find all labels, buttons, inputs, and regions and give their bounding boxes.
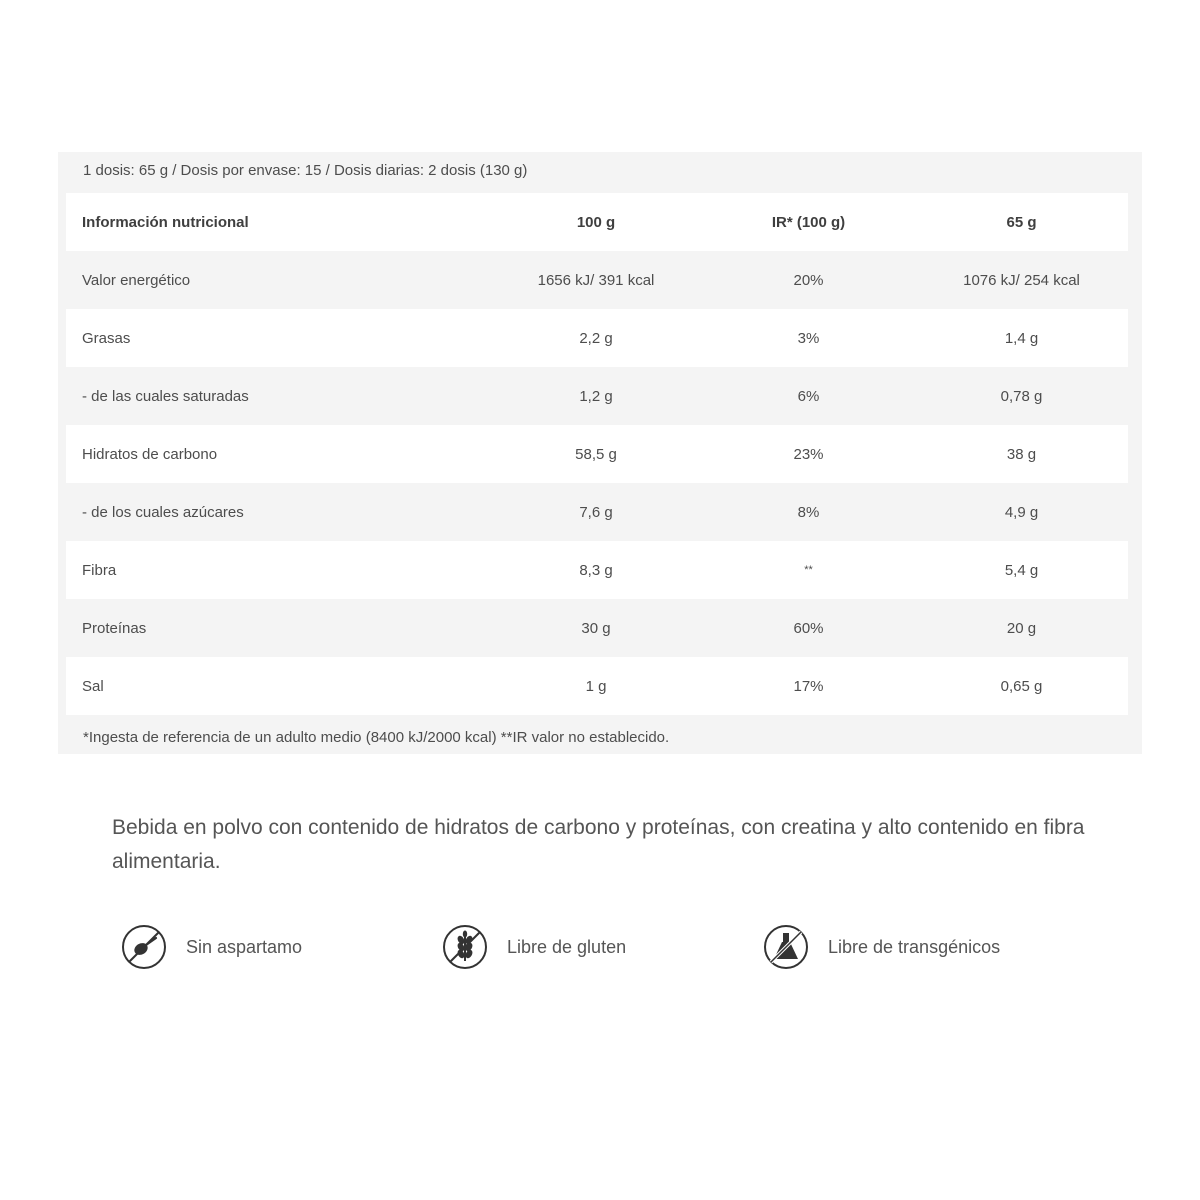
serving-info: 1 dosis: 65 g / Dosis por envase: 15 / Dosis diarias: 2 dosis (130 g) <box>83 162 528 179</box>
header-per-100g: 100 g <box>576 213 616 231</box>
value-reference-intake: 60% <box>793 619 824 637</box>
table-row <box>66 251 1128 309</box>
badge-label: Sin aspartamo <box>186 936 303 957</box>
value-per-65g: 20 g <box>1006 619 1037 637</box>
table-row <box>66 425 1128 483</box>
value-per-100g: 1,2 g <box>579 387 613 405</box>
nutrient-name: - de los cuales azúcares <box>82 503 244 521</box>
value-per-65g: 0,65 g <box>1000 677 1043 695</box>
nutrient-name: Grasas <box>82 329 131 347</box>
nutrient-name: - de las cuales saturadas <box>82 387 249 405</box>
gmo-free-icon <box>763 924 809 970</box>
nutrient-name: Sal <box>82 677 104 695</box>
header-reference-intake: IR* (100 g) <box>771 213 846 231</box>
value-per-65g: 1076 kJ/ 254 kcal <box>963 271 1080 289</box>
value-per-100g: 1656 kJ/ 391 kcal <box>537 271 655 289</box>
badge-no-aspartame <box>121 922 302 972</box>
value-per-65g: 5,4 g <box>1004 561 1039 579</box>
value-per-65g: 1,4 g <box>1004 329 1039 347</box>
table-row <box>66 309 1128 367</box>
table-row <box>66 599 1128 657</box>
value-per-100g: 58,5 g <box>575 445 617 463</box>
nutrition-panel <box>58 152 1142 754</box>
nutrition-table <box>66 193 1128 715</box>
value-per-100g: 2,2 g <box>579 329 613 347</box>
value-per-100g: 30 g <box>581 619 611 637</box>
table-header-row <box>66 193 1128 251</box>
nutrient-name: Hidratos de carbono <box>82 445 218 463</box>
nutrient-name: Fibra <box>82 561 117 579</box>
value-per-65g: 38 g <box>1006 445 1037 463</box>
table-row <box>66 483 1128 541</box>
badge-label: Libre de gluten <box>507 936 627 957</box>
badge-label: Libre de transgénicos <box>828 936 1001 957</box>
badge-gluten-free <box>442 922 626 972</box>
table-row <box>66 657 1128 715</box>
value-reference-intake: 23% <box>793 445 824 463</box>
value-reference-intake: 8% <box>797 503 820 521</box>
nutrient-name: Valor energético <box>82 271 191 289</box>
no-aspartame-icon <box>121 924 167 970</box>
header-per-65g: 65 g <box>1006 213 1037 231</box>
value-per-100g: 7,6 g <box>579 503 613 521</box>
value-reference-intake: 6% <box>797 387 820 405</box>
value-per-100g: 8,3 g <box>579 561 613 579</box>
table-row <box>66 367 1128 425</box>
gluten-free-icon <box>442 924 488 970</box>
table-footnote: *Ingesta de referencia de un adulto medio (8400 kJ/2000 kcal) **IR valor no establecido. <box>83 729 670 746</box>
value-per-100g: 1 g <box>585 677 607 695</box>
product-description: Bebida en polvo con contenido de hidratos de carbono y proteínas, con creatina y alto contenido en fibra alimentaria. <box>112 816 1085 873</box>
nutrient-name: Proteínas <box>82 619 147 637</box>
badge-gmo-free <box>763 922 1000 972</box>
value-reference-intake: 17% <box>793 677 824 695</box>
header-nutrition-info: Información nutricional <box>82 213 249 231</box>
value-reference-intake: ** <box>804 564 813 576</box>
value-per-65g: 0,78 g <box>1000 387 1043 405</box>
table-row <box>66 541 1128 599</box>
value-per-65g: 4,9 g <box>1004 503 1039 521</box>
value-reference-intake: 20% <box>793 271 824 289</box>
value-reference-intake: 3% <box>797 329 820 347</box>
